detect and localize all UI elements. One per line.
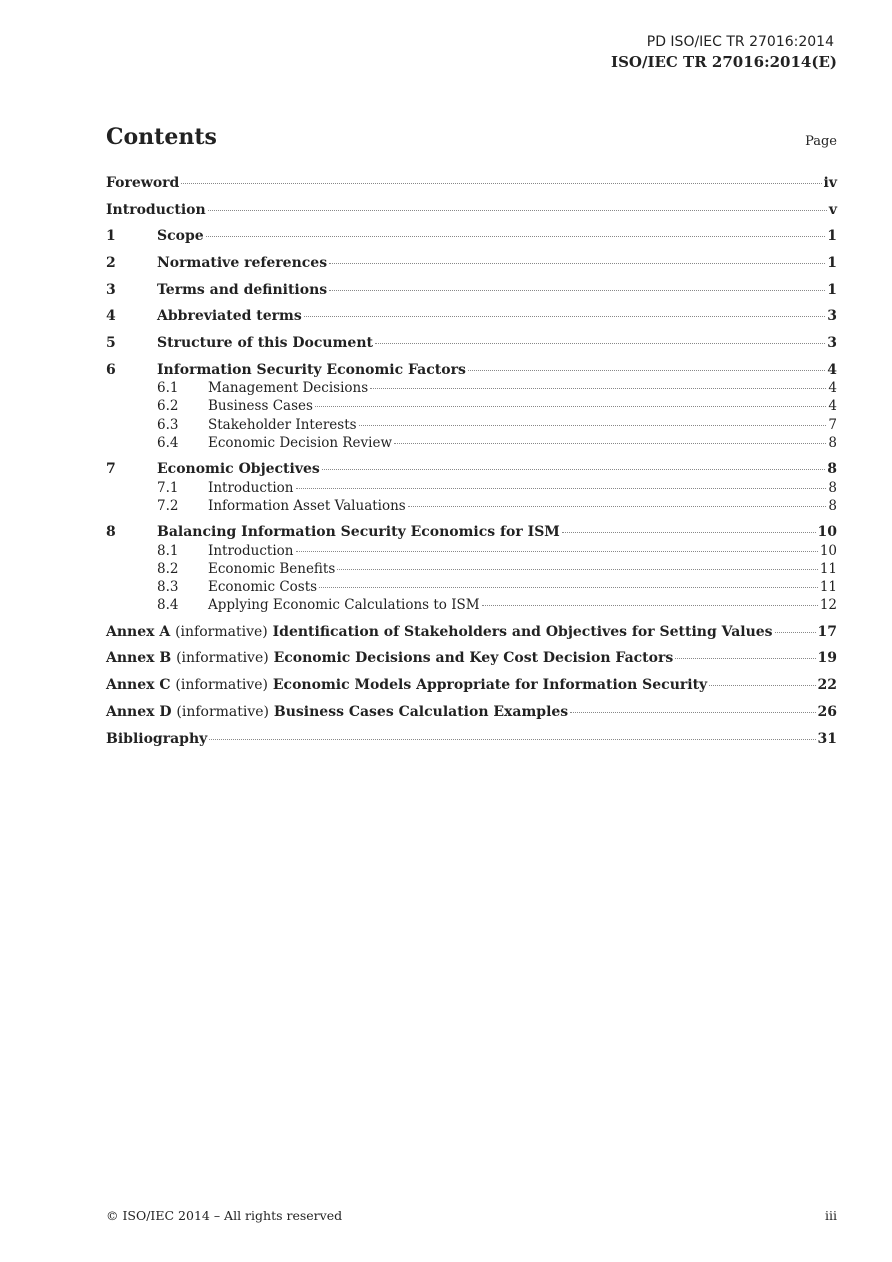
toc-entry-page: 7	[828, 416, 837, 433]
dot-leader	[208, 210, 827, 211]
footer-copyright: © ISO/IEC 2014 – All rights reserved	[106, 1208, 343, 1223]
toc-entry-4[interactable]	[106, 308, 837, 335]
toc-entry-number: 2	[106, 255, 116, 272]
toc-entry-page: 8	[828, 497, 837, 514]
toc-entry-page: 4	[828, 380, 837, 397]
toc-entry-page: 3	[827, 308, 837, 325]
toc-entry-title: Information Security Economic Factors	[157, 361, 466, 378]
dot-leader	[482, 605, 818, 606]
toc-entry-title: Foreword	[106, 175, 180, 191]
toc-entry-number: 6.4	[157, 434, 179, 451]
header-document-id: PD ISO/IEC TR 27016:2014	[646, 34, 834, 50]
toc-entry-page: 1	[827, 281, 837, 298]
toc-entry-title: Scope	[157, 228, 204, 245]
toc-entry-8-2[interactable]	[106, 561, 837, 579]
toc-entry-title	[106, 650, 673, 666]
annex-label: Annex C	[106, 677, 171, 694]
dot-leader	[570, 712, 815, 713]
toc-entry-page: 10	[819, 542, 837, 559]
toc-entry-title: Economic Costs	[208, 579, 318, 596]
annex-label: Annex A	[106, 623, 171, 640]
dot-leader	[322, 469, 825, 470]
toc-entry-page: 11	[819, 579, 837, 596]
dot-leader	[329, 290, 825, 291]
toc-entry-8-3[interactable]	[106, 579, 837, 597]
toc-entry-page: 17	[817, 623, 837, 640]
toc-entry-page: 4	[827, 361, 837, 378]
annex-title: Economic Models Appropriate for Information Security	[272, 677, 708, 694]
toc-entry-foreword[interactable]	[106, 175, 837, 202]
toc-entry-page: 26	[817, 703, 837, 720]
dot-leader	[337, 569, 818, 570]
dot-leader	[304, 316, 826, 317]
toc-entry-6-2[interactable]	[106, 398, 837, 416]
toc-entry-page: 1	[827, 255, 837, 272]
toc-entry-title: Introduction	[106, 201, 206, 218]
dot-leader	[296, 551, 818, 552]
toc-entry-page: 11	[819, 560, 837, 577]
footer-page-number: iii	[825, 1208, 837, 1223]
annex-type: (informative)	[176, 650, 269, 667]
toc-entry-title: Introduction	[208, 542, 294, 559]
dot-leader	[375, 343, 825, 344]
toc-entry-title: Normative references	[157, 255, 328, 272]
dot-leader	[209, 739, 815, 740]
toc-entry-6[interactable]	[106, 362, 837, 381]
annex-type: (informative)	[176, 703, 270, 720]
toc-entry-page: 1	[827, 228, 837, 245]
dot-leader	[206, 236, 826, 237]
toc-entry-title: Stakeholder Interests	[208, 416, 357, 433]
toc-entry-number: 1	[106, 228, 116, 245]
dot-leader	[359, 425, 827, 426]
toc-entry-number: 6.1	[157, 380, 179, 397]
annex-title: Economic Decisions and Key Cost Decision Factors	[273, 650, 674, 667]
toc-entry-annex-b[interactable]	[106, 650, 837, 677]
dot-leader	[370, 388, 826, 389]
toc-entry-page: 4	[828, 398, 837, 415]
toc-entry-page: iv	[823, 175, 837, 191]
toc-entry-title: Introduction	[208, 479, 294, 496]
toc-entry-8-1[interactable]	[106, 543, 837, 561]
toc-entry-annex-a[interactable]	[106, 624, 837, 651]
dot-leader	[562, 532, 816, 533]
toc-entry-title: Applying Economic Calculations to ISM	[208, 597, 480, 614]
toc-entry-page: 8	[827, 461, 837, 478]
toc-entry-8-4[interactable]	[106, 597, 837, 615]
annex-type: (informative)	[175, 623, 268, 640]
toc-entry-page: 31	[817, 730, 837, 747]
toc-entry-title: Economic Benefits	[208, 560, 336, 577]
toc-entry-6-4[interactable]	[106, 435, 837, 453]
dot-leader	[319, 587, 818, 588]
toc-entry-title: Abbreviated terms	[157, 308, 302, 325]
dot-leader	[315, 406, 826, 407]
toc-entry-7-2[interactable]	[106, 498, 837, 516]
toc-entry-number: 7.1	[157, 479, 179, 496]
toc-entry-8[interactable]	[106, 524, 837, 543]
toc-entry-title	[106, 624, 773, 640]
toc-entry-number: 8.4	[157, 597, 179, 614]
toc-entry-number: 4	[106, 308, 116, 325]
annex-type: (informative)	[175, 677, 269, 694]
toc-entry-title	[106, 677, 707, 693]
toc-entry-page: v	[828, 201, 837, 218]
toc-entry-7-1[interactable]	[106, 480, 837, 498]
page-column-label: Page	[805, 134, 837, 149]
toc-entry-page: 10	[817, 524, 837, 541]
dot-leader	[775, 632, 816, 633]
toc-entry-number: 7	[106, 461, 116, 478]
toc-entry-page: 3	[827, 335, 837, 352]
toc-entry-page: 19	[817, 650, 837, 667]
toc-entry-number: 6.2	[157, 398, 179, 415]
toc-entry-number: 7.2	[157, 497, 179, 514]
dot-leader	[675, 658, 815, 659]
dot-leader	[709, 685, 815, 686]
toc-entry-annex-d[interactable]	[106, 704, 837, 731]
dot-leader	[329, 263, 825, 264]
toc-entry-3[interactable]	[106, 282, 837, 309]
dot-leader	[181, 183, 821, 184]
toc-entry-title: Management Decisions	[208, 380, 369, 397]
toc-entry-number: 8.2	[157, 560, 179, 577]
annex-title: Identification of Stakeholders and Objectives for Setting Values	[272, 623, 773, 640]
toc-entry-page: 12	[819, 597, 837, 614]
dot-leader	[394, 443, 826, 444]
toc-entry-title: Economic Decision Review	[208, 434, 393, 451]
toc-entry-number: 8.1	[157, 542, 179, 559]
toc-entry-2[interactable]	[106, 255, 837, 282]
toc-entry-title: Information Asset Valuations	[208, 497, 406, 514]
toc-entry-title: Terms and definitions	[157, 281, 328, 298]
toc-entry-bibliography[interactable]	[106, 731, 837, 758]
toc-entry-6-1[interactable]	[106, 380, 837, 398]
toc-entry-number: 5	[106, 335, 116, 352]
toc-entry-title: Balancing Information Security Economics for ISM	[157, 524, 560, 541]
toc-entry-number: 8	[106, 524, 116, 541]
annex-label: Annex D	[106, 703, 172, 720]
dot-leader	[296, 488, 827, 489]
toc-entry-page: 22	[817, 677, 837, 694]
toc-entry-1[interactable]	[106, 228, 837, 255]
toc-entry-title: Structure of this Document	[157, 335, 373, 352]
dot-leader	[408, 506, 827, 507]
toc-entry-page: 8	[828, 434, 837, 451]
toc-entry-number: 8.3	[157, 579, 179, 596]
toc-entry-page: 8	[828, 479, 837, 496]
dot-leader	[468, 370, 825, 371]
toc-entry-number: 6.3	[157, 416, 179, 433]
toc-entry-title: Economic Objectives	[157, 461, 320, 478]
toc-entry-annex-c[interactable]	[106, 677, 837, 704]
toc-entry-title: Business Cases	[208, 398, 313, 415]
toc-entry-number: 3	[106, 281, 116, 298]
toc-entry-title: Bibliography	[106, 730, 208, 747]
header-document-id-edition: ISO/IEC TR 27016:2014(E)	[611, 53, 837, 71]
toc-entry-introduction[interactable]	[106, 202, 837, 229]
toc-entry-number: 6	[106, 361, 116, 378]
annex-title: Business Cases Calculation Examples	[273, 703, 569, 720]
page-title: Contents	[106, 124, 217, 150]
toc-entry-title	[106, 704, 568, 720]
toc-entry-6-3[interactable]	[106, 417, 837, 435]
table-of-contents	[106, 175, 837, 757]
annex-label: Annex B	[106, 650, 172, 667]
toc-entry-5[interactable]	[106, 335, 837, 362]
toc-entry-7[interactable]	[106, 461, 837, 480]
